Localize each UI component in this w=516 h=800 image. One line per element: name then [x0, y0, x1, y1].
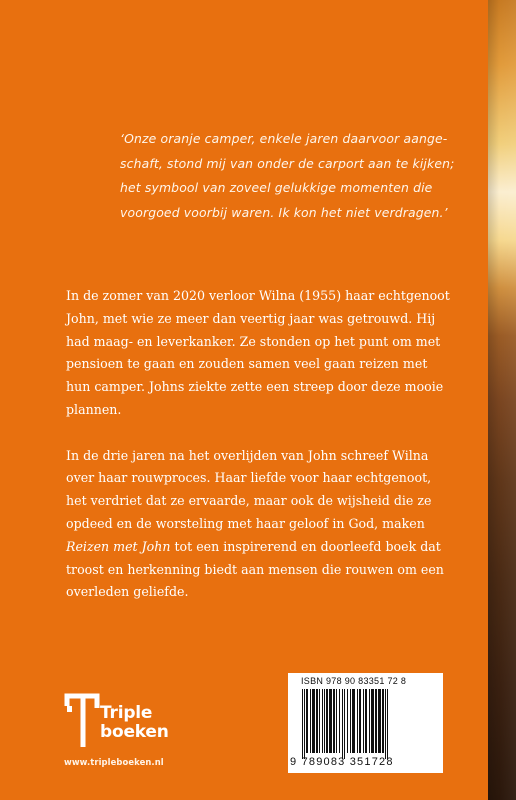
- blurb-line: In de zomer van 2020 verloor Wilna (1955) haar echtgenoot: [66, 288, 450, 303]
- barcode-bar: [363, 689, 364, 753]
- blurb-paragraph-2: [66, 445, 486, 605]
- barcode-bar: [375, 689, 377, 753]
- barcode-bar: [369, 689, 370, 753]
- isbn-barcode: [288, 673, 443, 773]
- publisher-name-line-1: Triple: [100, 703, 153, 723]
- quote-line: ‘Onze oranje camper, enkele jaren daarvoor aange-: [120, 131, 448, 146]
- publisher-website: www.tripleboeken.nl: [64, 757, 164, 767]
- barcode-bar: [387, 689, 388, 759]
- book-title: Reizen met John: [66, 538, 171, 554]
- cover-quote: [120, 127, 455, 225]
- triple-boeken-logo-icon: [64, 692, 102, 750]
- blurb-line: overleden geliefde.: [66, 584, 189, 600]
- barcode-bar: [302, 689, 303, 759]
- barcode-bar: [339, 689, 340, 753]
- barcode-bar: [382, 689, 384, 753]
- blurb-line: In de drie jaren na het overlijden van John schreef Wilna: [66, 447, 429, 463]
- barcode-bar: [352, 689, 355, 753]
- blurb-line: [66, 536, 486, 559]
- barcode-bar: [333, 689, 335, 753]
- barcode-bar: [378, 689, 381, 753]
- blurb-line: John, met wie ze meer dan veertig jaar was getrouwd. Hij: [66, 310, 436, 326]
- isbn-label: ISBN 978 90 83351 72 8: [301, 676, 407, 686]
- blurb-line: het verdriet dat ze ervaarde, maar ook de wijsheid die ze: [66, 493, 432, 509]
- barcode-bar: [342, 689, 343, 759]
- barcode-bar: [350, 689, 351, 753]
- barcode-bar: [319, 689, 320, 753]
- barcode-bar: [306, 689, 308, 753]
- barcode-bar: [347, 689, 348, 753]
- blurb-line-rest: tot een inspirerend en doorleefd boek dat: [170, 538, 441, 554]
- blurb-paragraph-1: [66, 285, 486, 422]
- barcode-bar: [310, 689, 311, 753]
- quote-line: voorgoed voorbij waren. Ik kon het niet verdragen.’: [120, 204, 448, 220]
- barcode-bar: [359, 689, 361, 753]
- quote-line: het symbool van zoveel gelukkige momenten die: [120, 180, 433, 195]
- barcode-bar: [324, 689, 325, 753]
- blurb-line: had maag- en leverkanker. Ze stonden op het punt om met: [66, 333, 441, 349]
- barcode-bar: [329, 689, 332, 753]
- barcode-bar: [357, 689, 358, 753]
- barcode-bar: [385, 689, 386, 759]
- barcode-bar: [312, 689, 315, 753]
- barcode-bar: [371, 689, 374, 753]
- blurb: [66, 285, 486, 627]
- publisher-name: [100, 704, 169, 742]
- ean-digits: 9 789083 351728: [290, 756, 394, 768]
- barcode-bar: [322, 689, 323, 753]
- barcode-bar: [316, 689, 318, 753]
- barcode-bar: [326, 689, 328, 753]
- blurb-line: hun camper. Johns ziekte zette een streep door deze mooie: [66, 379, 444, 395]
- cover-photo-edge: [488, 0, 516, 800]
- blurb-line: opdeed en de worsteling met haar geloof in God, maken: [66, 515, 425, 531]
- barcode-bar: [344, 689, 345, 759]
- blurb-line: troost en herkenning biedt aan mensen die rouwen om een: [66, 561, 444, 577]
- blurb-line: over haar rouwproces. Haar liefde voor haar echtgenoot,: [66, 470, 432, 486]
- blurb-line: pensioen te gaan en zouden samen veel gaan reizen met: [66, 356, 428, 372]
- blurb-line: plannen.: [66, 401, 122, 417]
- barcode-bar: [336, 689, 337, 753]
- barcode-bar: [304, 689, 305, 759]
- barcode-bar: [365, 689, 367, 753]
- publisher-logo: [64, 692, 188, 752]
- quote-line: schaft, stond mij van onder de carport aan te kijken;: [120, 155, 455, 171]
- publisher-name-line-2: boeken: [100, 722, 169, 742]
